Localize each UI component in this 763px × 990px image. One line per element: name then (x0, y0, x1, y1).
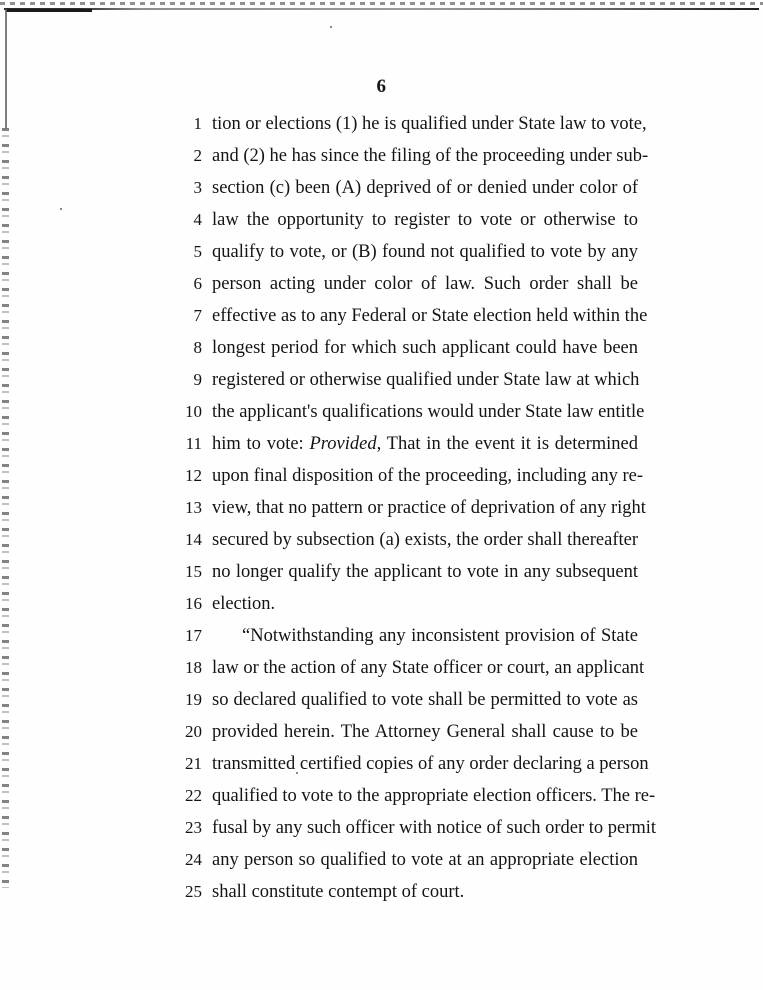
document-line (0, 236, 763, 268)
page-number: 6 (376, 76, 387, 97)
scan-edge-top-rule (4, 8, 759, 10)
document-line (0, 428, 763, 460)
line-number: 13 (185, 498, 202, 517)
line-text: shall constitute contempt of court. (212, 882, 465, 902)
document-body (0, 108, 763, 908)
line-number: 20 (185, 722, 202, 741)
italic-term: Provided (309, 434, 377, 454)
document-line (0, 332, 763, 364)
line-text: provided herein. The Attorney General shall cause to be (212, 722, 638, 742)
line-number: 24 (185, 850, 202, 869)
line-text: law the opportunity to register to vote or otherwise to (212, 210, 638, 230)
line-text: him to vote: Provided, That in the event it is determined (212, 434, 638, 454)
document-line (0, 204, 763, 236)
line-text: longest period for which such applicant could have been (212, 338, 638, 358)
line-number: 21 (185, 754, 202, 773)
line-text: “Notwithstanding any inconsistent provision of State (242, 626, 638, 646)
document-line (0, 396, 763, 428)
line-text: upon final disposition of the proceeding, including any re- (212, 466, 644, 486)
document-line (0, 876, 763, 908)
line-text: registered or otherwise qualified under State law at which (212, 370, 640, 390)
document-line (0, 460, 763, 492)
line-text: transmitted certified copies of any order declaring a person (212, 754, 649, 774)
line-number: 8 (193, 338, 202, 357)
document-line (0, 844, 763, 876)
document-line (0, 556, 763, 588)
line-text: secured by subsection (a) exists, the order shall thereafter (212, 530, 638, 550)
scan-speck (330, 26, 332, 28)
line-text: any person so qualified to vote at an appropriate election (212, 850, 638, 870)
document-line (0, 652, 763, 684)
document-line (0, 524, 763, 556)
document-line (0, 172, 763, 204)
document-line (0, 492, 763, 524)
line-number: 5 (193, 242, 202, 261)
line-number: 10 (185, 402, 202, 421)
line-number: 6 (193, 274, 202, 293)
line-text: law or the action of any State officer or court, an applicant (212, 658, 645, 678)
scan-edge-top-rule-dark (6, 9, 92, 12)
line-number: 18 (185, 658, 202, 677)
line-number: 4 (193, 210, 202, 229)
document-line (0, 108, 763, 140)
line-number: 14 (185, 530, 202, 549)
document-line (0, 140, 763, 172)
line-number: 25 (185, 882, 202, 901)
line-number: 15 (185, 562, 202, 581)
line-text: and (2) he has since the filing of the proceeding under sub- (212, 146, 649, 166)
document-line (0, 588, 763, 620)
document-line (0, 620, 763, 652)
document-line (0, 268, 763, 300)
document-line (0, 684, 763, 716)
scan-edge-top-dashes (0, 2, 763, 5)
line-text: qualify to vote, or (B) found not qualified to vote by any (212, 242, 638, 262)
line-number: 12 (185, 466, 202, 485)
document-line (0, 780, 763, 812)
line-number: 19 (185, 690, 202, 709)
line-text: view, that no pattern or practice of deprivation of any right (212, 498, 646, 518)
document-line (0, 716, 763, 748)
line-text: no longer qualify the applicant to vote in any subsequent (212, 562, 638, 582)
line-text: the applicant's qualifications would under State law entitle (212, 402, 645, 422)
document-line (0, 364, 763, 396)
document-line (0, 812, 763, 844)
line-text: election. (212, 594, 276, 614)
line-number: 16 (185, 594, 202, 613)
line-text: so declared qualified to vote shall be permitted to vote as (212, 690, 638, 710)
line-text: fusal by any such officer with notice of such order to permit (212, 818, 657, 838)
line-text: qualified to vote to the appropriate election officers. The re- (212, 786, 656, 806)
line-number: 3 (193, 178, 202, 197)
line-number: 2 (193, 146, 202, 165)
line-number: 23 (185, 818, 202, 837)
line-number: 1 (193, 114, 202, 133)
line-number: 7 (193, 306, 202, 325)
line-text: person acting under color of law. Such order shall be (212, 274, 638, 294)
line-number: 22 (185, 786, 202, 805)
line-text: tion or elections (1) he is qualified under State law to vote, (212, 114, 647, 134)
line-number: 9 (193, 370, 202, 389)
line-number: 11 (185, 434, 202, 453)
document-line (0, 300, 763, 332)
line-text: section (c) been (A) deprived of or denied under color of (212, 178, 638, 198)
document-line (0, 748, 763, 780)
line-number: 17 (185, 626, 202, 645)
line-text: effective as to any Federal or State election held within the (212, 306, 648, 326)
